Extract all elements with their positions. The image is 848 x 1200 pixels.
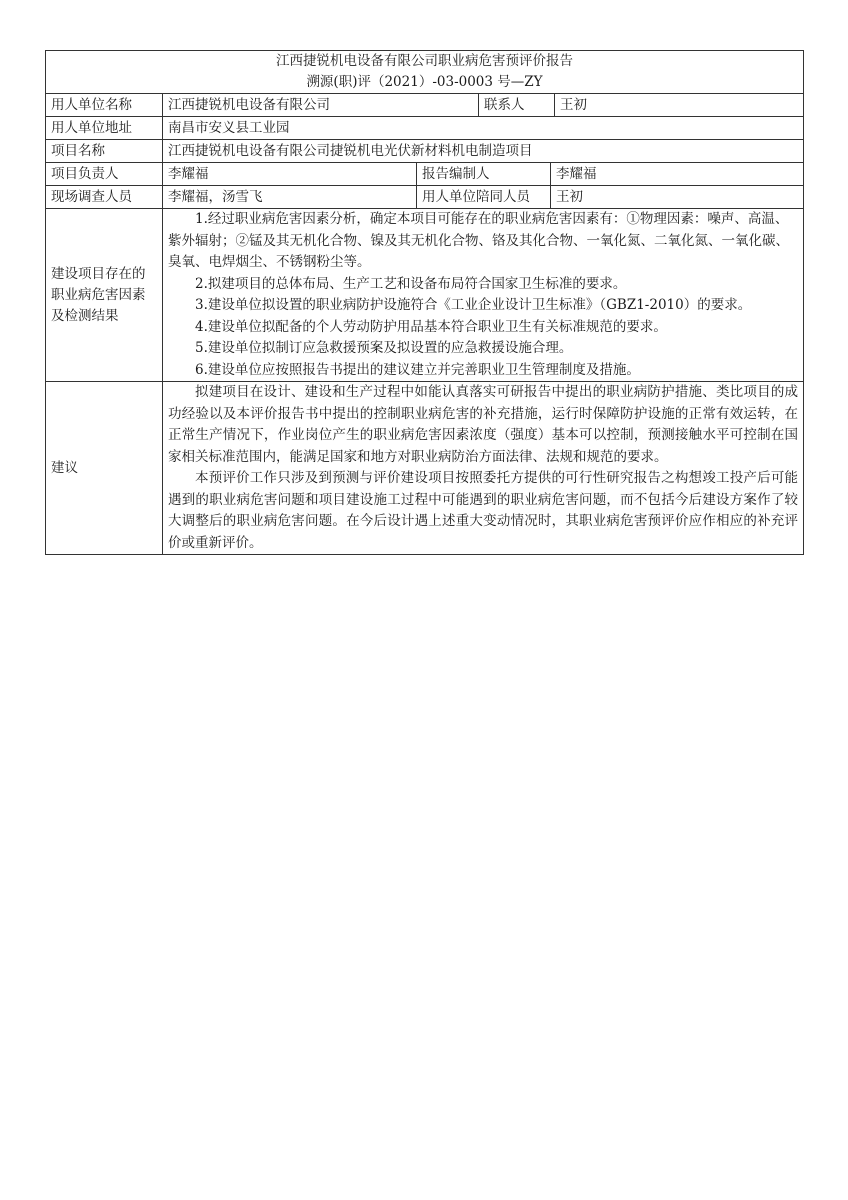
hazard-item: 3.建设单位拟设置的职业病防护设施符合《工业企业设计卫生标准》（GBZ1-2010）的要求。 (195, 297, 752, 313)
investigators-label: 现场调查人员 (46, 186, 163, 209)
investigators-value: 李耀福，汤雪飞 (163, 186, 417, 209)
report-header (46, 51, 804, 94)
contact-value: 王初 (555, 94, 804, 117)
suggestions-content (163, 382, 804, 555)
project-lead-value: 李耀福 (163, 163, 417, 186)
suggestion-paragraph: 本预评价工作只涉及到预测与评价建设项目按照委托方提供的可行性研究报告之构想竣工投产后可能遇到的职业病危害问题和项目建设施工过程中可能遇到的职业病危害问题，而不包括今后建设方案作了较大调整后的职业病危害问题。在今后设计遇上述重大变动情况时，其职业病危害预评价应作相应的补充评价或重新评价。 (168, 470, 799, 551)
suggestions-label: 建议 (46, 382, 163, 555)
hazards-content (163, 209, 804, 382)
report-author-label: 报告编制人 (417, 163, 551, 186)
suggestion-paragraph: 拟建项目在设计、建设和生产过程中如能认真落实可研报告中提出的职业病防护措施、类比项目的成功经验以及本评价报告书中提出的控制职业病危害的补充措施，运行时保障防护设施的正常有效运转，在正常生产情况下，作业岗位产生的职业病危害因素浓度（强度）基本可以控制，预测接触水平可控制在国家相关标准范围内，能满足国家和地方对职业病防治方面法律、法规和规范的要求。 (168, 384, 799, 465)
project-name-label: 项目名称 (46, 140, 163, 163)
employer-name-value: 江西捷锐机电设备有限公司 (163, 94, 479, 117)
report-author-value: 李耀福 (551, 163, 804, 186)
employer-name-label: 用人单位名称 (46, 94, 163, 117)
project-lead-label: 项目负责人 (46, 163, 163, 186)
hazard-item: 6.建设单位应按照报告书提出的建议建立并完善职业卫生管理制度及措施。 (195, 361, 640, 378)
accompanying-staff-value: 王初 (551, 186, 804, 209)
employer-address-label: 用人单位地址 (46, 117, 163, 140)
report-summary-table (45, 50, 804, 555)
hazard-item: 1.经过职业病危害因素分析，确定本项目可能存在的职业病危害因素有：①物理因素：噪声、高温、紫外辐射；②锰及其无机化合物、镍及其无机化合物、铬及其化合物、一氧化氮、二氧化氮、一氧化碳、臭氧、电焊烟尘、不锈钢粉尘等。 (168, 211, 789, 270)
project-name-value: 江西捷锐机电设备有限公司捷锐机电光伏新材料机电制造项目 (163, 140, 804, 163)
hazard-item: 4.建设单位拟配备的个人劳动防护用品基本符合职业卫生有关标准规范的要求。 (195, 318, 667, 335)
report-number: 溯源(职)评（2021）-03-0003 号—ZY (306, 74, 543, 90)
hazards-label: 建设项目存在的职业病危害因素及检测结果 (46, 209, 163, 382)
hazard-item: 2.拟建项目的总体布局、生产工艺和设备布局符合国家卫生标准的要求。 (195, 275, 627, 292)
report-title: 江西捷锐机电设备有限公司职业病危害预评价报告 (276, 53, 574, 69)
contact-label: 联系人 (479, 94, 555, 117)
hazard-item: 5.建设单位拟制订应急救援预案及拟设置的应急救援设施合理。 (195, 340, 573, 356)
employer-address-value: 南昌市安义县工业园 (163, 117, 804, 140)
accompanying-staff-label: 用人单位陪同人员 (417, 186, 551, 209)
